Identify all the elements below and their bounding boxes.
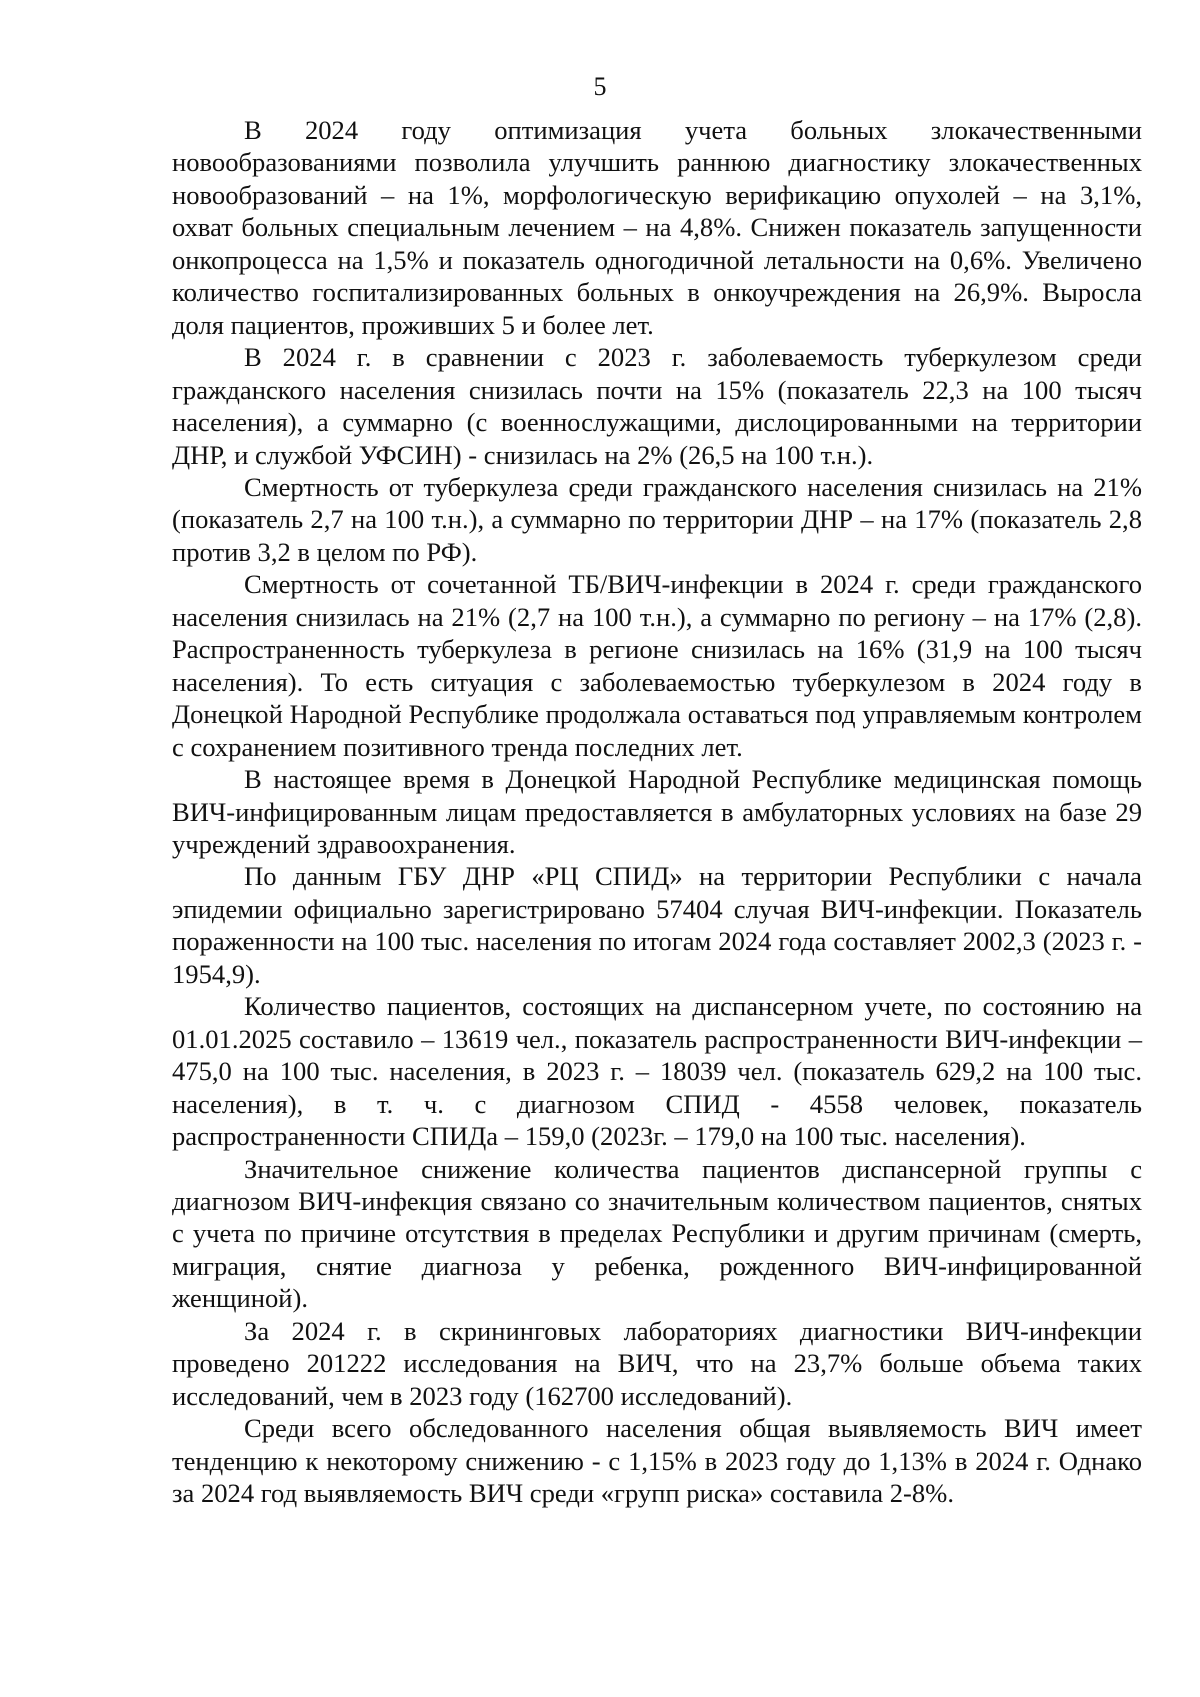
page-number: 5 [593, 72, 607, 101]
body-text [172, 114, 1142, 1509]
paragraph-tb-incidence: В 2024 г. в сравнении с 2023 г. заболеваемость туберкулезом среди гражданского населения снизилась почти на 15% (показатель 22,3 на 100 тысяч населения), а суммарно (с военнослужащими, дислоцированными на территории ДНР, и службой УФСИН) - снизилась на 2% (26,5 на 100 т.н.). [172, 342, 1142, 470]
paragraph-detection-rate: Среди всего обследованного населения общая выявляемость ВИЧ имеет тенденцию к некоторому снижению - с 1,15% в 2023 году до 1,13% в 2024 г. Однако за 2024 год выявляемость ВИЧ среди «групп риска» составила 2-8%. [172, 1413, 1142, 1509]
paragraph-tb-mortality: Смертность от туберкулеза среди гражданского населения снизилась на 21% (показатель 2,7 на 100 т.н.), а суммарно по территории ДНР – на 17% (показатель 2,8 против 3,2 в целом по РФ). [172, 471, 1142, 567]
paragraph-screening: За 2024 г. в скрининговых лабораториях диагностики ВИЧ-инфекции проведено 201222 исследования на ВИЧ, что на 23,7% больше объема таких исследований, чем в 2023 году (162700 исследований). [172, 1315, 1142, 1411]
paragraph-tb-hiv-mortality: Смертность от сочетанной ТБ/ВИЧ-инфекции в 2024 г. среди гражданского населения снизилась на 21% (2,7 на 100 т.н.), а суммарно по региону – на 17% (2,8). Распространенность туберкулеза в регионе снизилась на 16% (31,9 на 100 тысяч населения). То есть ситуация с заболеваемостью туберкулезом в 2024 году в Донецкой Народной Республике продолжала оставаться под управляемым контролем с сохранением позитивного тренда последних лет. [172, 569, 1142, 762]
paragraph-dispensary-decline: Значительное снижение количества пациентов диспансерной группы с диагнозом ВИЧ-инфекция связано со значительным количеством пациентов, снятых с учета по причине отсутствия в пределах Республики и другим причинам (смерть, миграция, снятие диагноза у ребенка, рожденного ВИЧ-инфицированной женщиной). [172, 1153, 1142, 1314]
paragraph-hiv-care: В настоящее время в Донецкой Народной Республике медицинская помощь ВИЧ-инфицированным лицам предоставляется в амбулаторных условиях на базе 29 учреждений здравоохранения. [172, 764, 1142, 859]
paragraph-dispensary-count: Количество пациентов, состоящих на диспансерном учете, по состоянию на 01.01.2025 составило – 13619 чел., показатель распространенности ВИЧ-инфекции – 475,0 на 100 тыс. населения, в 2023 г. – 18039 чел. (показатель 629,2 на 100 тыс. населения), в т. ч. с диагнозом СПИД - 4558 человек, показатель распространенности СПИДа – 159,0 (2023г. – 179,0 на 100 тыс. населения). [172, 991, 1142, 1152]
paragraph-hiv-registered: По данным ГБУ ДНР «РЦ СПИД» на территории Республики с начала эпидемии официально зарегистрировано 57404 случая ВИЧ-инфекции. Показатель пораженности на 100 тыс. населения по итогам 2024 года составляет 2002,3 (2023 г. - 1954,9). [172, 861, 1142, 989]
paragraph-oncology: В 2024 году оптимизация учета больных злокачественными новообразованиями позволила улучшить раннюю диагностику злокачественных новообразований – на 1%, морфологическую верификацию опухолей – на 3,1%, охват больных специальным лечением – на 4,8%. Снижен показатель запущенности онкопроцесса на 1,5% и показатель одногодичной летальности на 0,6%. Увеличено количество госпитализированных больных в онкоучреждения на 26,9%. Выросла доля пациентов, проживших 5 и более лет. [172, 115, 1142, 340]
